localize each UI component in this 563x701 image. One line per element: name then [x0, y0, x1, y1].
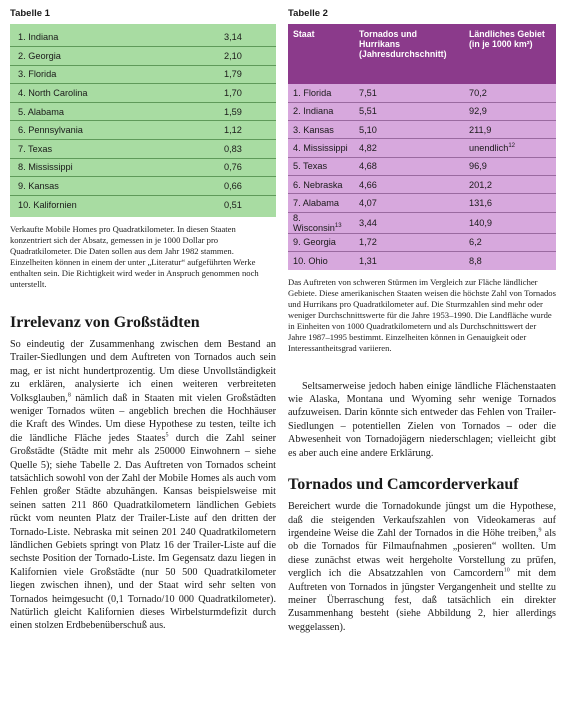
table2-state-cell — [288, 121, 354, 139]
table2-state-cell — [288, 157, 354, 175]
section1-heading: Irrelevanz von Großstädten — [10, 313, 200, 331]
table1-state-cell: 9. Kansas — [10, 177, 216, 196]
table1-value-cell: 0,51 — [224, 199, 242, 210]
table1-value-cell: 0,76 — [216, 158, 276, 177]
table2-area-cell — [464, 212, 556, 233]
right-column — [288, 8, 556, 634]
section2-text-part1: Bereichert wurde die Tornadokunde jüngst um die Hypothese, daß die steigenden Verkaufszahlen von Videokameras auf irgendeine Weise die Zahl der Tornados in die Höhe treiben, — [288, 501, 556, 539]
table1-value-cell: 1,12 — [216, 121, 276, 140]
table2-row — [288, 121, 556, 139]
table2-row — [288, 84, 556, 102]
table1-row — [10, 158, 276, 177]
table2-state-text: 8. Wisconsin — [293, 212, 335, 233]
table1-state-cell: 1. Indiana — [10, 28, 216, 47]
section1-text-part3: durch die Zahl seiner Großstädte (Städte mit mehr als 250000 Einwohnern – siehe Quelle 5); siehe Tabelle 2. Das Auftreten von Tornados scheint tatsächlich sowohl von der Zahl der Mobile Homes als auch vom Fehlen großer Städte abzuhängen. Kansas beispielsweise mit seinen satten 211 860 Quadratkilometern ländlichen Gebiets rückt vom neunten Platz der Trailer-Liste auf den dritten der Tornado-Liste. Nebraska mit seinen 201 240 Quadratkilometern ländlichen Gebiets springt von Platz 16 der Trailer-Liste auf die sechste Position der Tornado-Liste. Im Gegensatz dazu liegen in Kalifornien viele Großstädte (nur 50 500 Quadratkilometer liegen zwischen ihnen), und der Staat wird sehr selten von Tornados heimgesucht (0,1 Tornado/10 000 Quadratkilometer). Natürlich gleicht Kalifornien dieses Wirbelsturmdefizit durch einen stolzen Erdbebenüberschuß aus. — [10, 432, 276, 632]
section1-text-part2: nämlich daß in Staaten mit vielen Großstädten weniger Tornados wüten – angeblich brechen die Hochhäuser die Kraft des Windes. Um diese Hypothese zu testen, teilte ich die ländliche Fläche jedes Staates — [10, 392, 276, 444]
footnote-ref-8: 8 — [67, 392, 71, 399]
table2-row — [288, 251, 556, 269]
table2-area-cell — [464, 233, 556, 251]
table2-storms-cell: 5,51 — [354, 102, 464, 120]
table2-area-cell — [464, 175, 556, 193]
table2-state-text: 3. Kansas — [293, 124, 334, 135]
table2-row — [288, 194, 556, 212]
table2-row — [288, 157, 556, 175]
table2-state-text: 10. Ohio — [293, 255, 328, 266]
table1-value-cell: 0,66 — [216, 177, 276, 196]
footnote-ref: 12 — [508, 142, 516, 149]
table1-label: Tabelle 1 — [10, 8, 50, 19]
table1-state-cell: 6. Pennsylvania — [10, 121, 216, 140]
table2-storms-cell: 4,07 — [354, 194, 464, 212]
table2-row — [288, 212, 556, 233]
table2-storms-cell: 1,31 — [359, 255, 377, 266]
table2-state-cell — [288, 194, 354, 212]
footnote-ref-9: 9 — [538, 527, 542, 534]
table2-state-text: 2. Indiana — [293, 106, 334, 117]
table2-area-text: 211,9 — [469, 124, 492, 135]
table1-state-cell: 10. Kalifornien — [18, 199, 77, 210]
table2-storms-cell: 1,72 — [354, 233, 464, 251]
table2-area-cell — [464, 121, 556, 139]
table2-label: Tabelle 2 — [288, 8, 328, 19]
table2-state-text: 9. Georgia — [293, 237, 336, 248]
table2-row — [288, 233, 556, 251]
table2-storms-cell: 5,10 — [354, 121, 464, 139]
table2-area-text: 131,6 — [469, 197, 492, 208]
section2-paragraph — [288, 500, 556, 634]
table1-row — [10, 84, 276, 103]
table2-storms-cell: 4,66 — [354, 175, 464, 193]
table2-area-text: 6,2 — [469, 237, 482, 248]
table1 — [10, 24, 276, 217]
table2-area-cell — [464, 84, 556, 102]
table2-state-cell — [288, 251, 354, 269]
table2-storms-cell: 7,51 — [354, 84, 464, 102]
table1-state-cell: 3. Florida — [10, 65, 216, 84]
table1-row — [10, 47, 276, 66]
section2-text-part3: mit dem Auftreten von Tornados in jüngster Vergangenheit und stellte zu meiner Überraschung fest, daß tatsächlich ein direkter Zusammenhang besteht (siehe Abbildung 2, hier allerdings weggelassen). — [288, 568, 557, 633]
table2-state-text: 1. Florida — [293, 87, 332, 98]
footnote-ref-10: 10 — [503, 567, 510, 574]
table1-row — [10, 28, 276, 47]
table2-area-cell — [464, 139, 556, 157]
table1-value-cell: 1,79 — [216, 65, 276, 84]
table2-area-text: 140,9 — [469, 217, 492, 228]
table2 — [288, 24, 556, 270]
table2-state-text: 6. Nebraska — [293, 179, 343, 190]
table2-area-cell — [464, 102, 556, 120]
table2-state-cell — [288, 139, 354, 157]
left-column — [10, 8, 276, 633]
table1-row — [10, 177, 276, 196]
table1-state-cell: 4. North Carolina — [10, 84, 216, 103]
table2-header-area: Ländliches Gebiet (in je 1000 km²) — [464, 24, 556, 84]
table2-area-text: 8,8 — [469, 255, 482, 266]
table2-state-cell — [288, 175, 354, 193]
table2-state-cell — [288, 212, 354, 233]
table1-value-cell: 2,10 — [216, 47, 276, 66]
table2-header-state: Staat — [288, 24, 354, 84]
table1-row — [10, 140, 276, 159]
table2-area-cell — [464, 194, 556, 212]
right-paragraph: Seltsamerweise jedoch haben einige ländliche Flächenstaaten wie Alaska, Montana und Wyoming sehr wenige Tornados aufzuweisen. Darin könnte sich entweder das Fehlen von Trailer-Siedlungen – potentiellen Zielen von Tornados – oder die Abwesenheit von Tornadojägern niederschlagen; vielleicht gibt es aber auch eine andere Erklärung. — [288, 380, 556, 459]
table2-state-cell — [288, 84, 354, 102]
table2-caption: Das Auftreten von schweren Stürmen im Vergleich zur Fläche ländlicher Gebiete. Diese amerikanischen Staaten weisen die höchste Zahl von Tornados und Hurrikans pro Quadratkilometer auf. Die Sturmzahlen sind mehr oder weniger Durchschnittswerte für die Jahre 1953–1990. Die Landfläche wurde in Einheiten von 1000 Quadratkilometern und als Durchschnittswert der Jahre 1987–1995 bestimmt. Einzelheiten können in Genauigkeit oder Interessantheitsgrad variieren. — [288, 276, 556, 353]
section1-text-part1: So eindeutig der Zusammenhang zwischen dem Bestand an Trailer-Siedlungen und dem Auftreten von Tornados auch sein mag, er ist nicht hundertprozentig. Um diese Unvollständigkeit zu erklären, analysierte ich einen weiteren verbreiteten Volksglauben, — [10, 338, 276, 404]
table1-caption: Verkaufte Mobile Homes pro Quadratkilometer. In diesen Staaten konzentriert sich der Absatz, gemessen in je 1000 Dollar pro Quadratkilometer. Die Daten sollen aus dem Jahr 1982 stammen. Einzelheiten können in einem der unter „Literatur“ aufgeführten Werke enthalten sein. Die Richtigkeit wird weder in Anspruch genommen noch unterstellt. — [10, 223, 259, 289]
table1-state-cell: 5. Alabama — [10, 102, 216, 121]
table1-value-cell: 0,83 — [216, 140, 276, 159]
table1-value-cell: 1,59 — [216, 102, 276, 121]
table2-state-cell — [288, 233, 354, 251]
table2-row — [288, 175, 556, 193]
table2-area-text: unendlich — [469, 143, 509, 154]
table2-state-cell — [288, 102, 354, 120]
table1-row — [10, 195, 276, 214]
table2-row — [288, 102, 556, 120]
footnote-ref: 13 — [334, 222, 342, 229]
table2-state-text: 4. Mississippi — [293, 143, 348, 154]
table2-area-cell — [464, 157, 556, 175]
table2-state-text: 7. Alabama — [293, 197, 339, 208]
table2-area-cell — [464, 251, 556, 269]
table1-row — [10, 121, 276, 140]
table2-row — [288, 139, 556, 157]
section2-heading: Tornados und Camcorderverkauf — [288, 476, 519, 494]
table1-state-cell: 7. Texas — [10, 140, 216, 159]
table2-area-text: 201,2 — [469, 179, 492, 190]
table2-area-text: 96,9 — [469, 161, 487, 172]
table2-state-text: 5. Texas — [293, 161, 328, 172]
table2-storms-cell: 4,68 — [354, 157, 464, 175]
table2-area-text: 70,2 — [469, 87, 487, 98]
table1-state-cell: 2. Georgia — [10, 47, 216, 66]
section2-text-part2: als ob die Tornados für Filmaufnahmen „posieren“ wollten. Um diese zunächst etwas weit hergeholte Vorstellung zu prüfen, verglich ich die Absatzzahlen von Camcordern — [288, 527, 556, 580]
table1-value-cell: 3,14 — [216, 28, 276, 47]
footnote-ref-5: 5 — [165, 432, 169, 439]
table1-state-cell: 8. Mississippi — [10, 158, 216, 177]
table2-storms-cell: 3,44 — [354, 212, 464, 233]
section1-paragraph — [10, 338, 276, 633]
table2-area-text: 92,9 — [469, 106, 487, 117]
table1-value-cell: 1,70 — [216, 84, 276, 103]
table1-row — [10, 65, 276, 84]
table2-storms-cell: 4,82 — [354, 139, 464, 157]
table1-row — [10, 102, 276, 121]
table2-header-storms: Tornados und Hurrikans (Jahresdurchschnitt) — [354, 24, 464, 84]
